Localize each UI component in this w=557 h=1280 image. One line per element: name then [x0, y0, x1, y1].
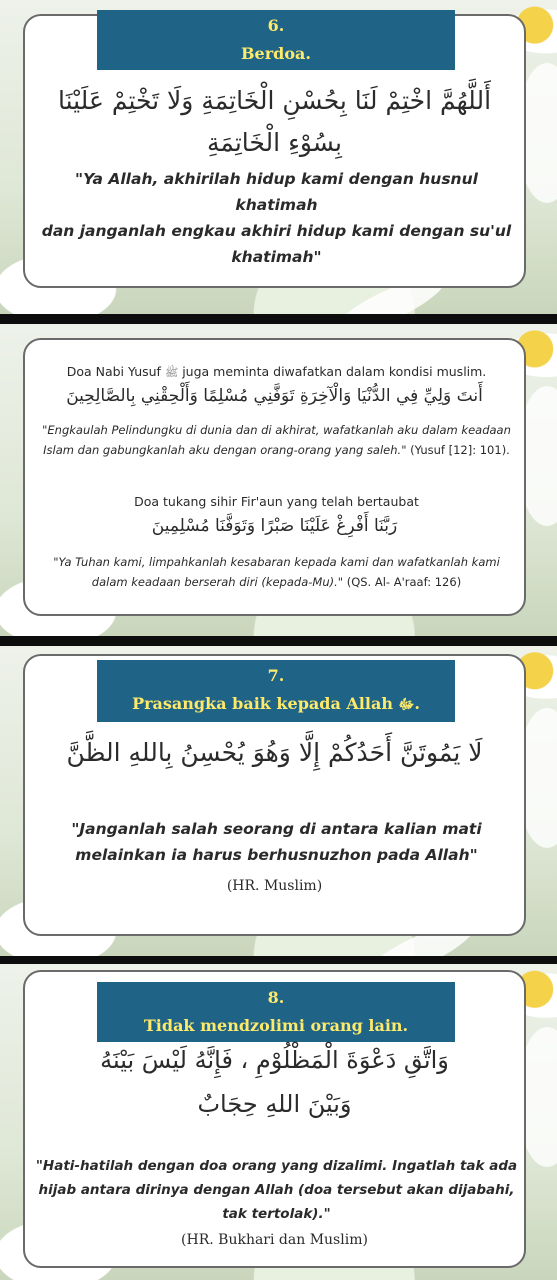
section-6-arabic-line2: بِسُوْءِ الْخَاتِمَةِ — [206, 128, 342, 157]
section-8-arabic-line2: وَبَيْنَ اللهِ حِجَابٌ — [197, 1090, 352, 1118]
section-6-translation-line1: "Ya Allah, akhirilah hidup kami dengan husnul khatimah — [75, 170, 478, 214]
section-7-source: (HR. Muslim) — [226, 878, 323, 894]
section-6-number: 6. — [267, 16, 285, 35]
card-section-8 — [23, 970, 526, 1268]
section-8-number: 8. — [267, 988, 285, 1007]
alaihissalam-symbol: ﷺ — [164, 366, 179, 379]
section-7-title-row — [97, 690, 455, 719]
sihir-translation — [33, 552, 520, 592]
section-6-translation — [35, 166, 518, 270]
section-7-arabic: لَا يَمُوتَنَّ أَحَدُكُمْ إِلَّا وَهُوَ يُحْسِنُ بِاللهِ الظَّنَّ — [66, 738, 483, 767]
card-section-6 — [23, 14, 526, 288]
section-8-translation — [35, 1154, 518, 1226]
slide-section-6 — [0, 0, 557, 314]
slide-additional-prayers — [0, 324, 557, 636]
card-section-7 — [23, 654, 526, 936]
yusuf-translation-line1: "Engkaulah Pelindungku di dunia dan di akhirat, wafatkanlah aku dalam keadaan — [42, 423, 511, 437]
section-6-translation-line3: khatimah" — [231, 248, 322, 266]
section-8-title: Tidak mendzolimi orang lain. — [143, 1016, 409, 1035]
section-7-translation-line1: "Janganlah salah seorang di antara kalian mati — [71, 820, 482, 838]
section-7-translation-line2: melainkan ia harus berhusnuzhon pada Allah" — [75, 846, 478, 864]
yusuf-intro — [33, 362, 520, 383]
slide-section-7 — [0, 646, 557, 956]
section-7-title: Prasangka baik kepada Allah — [132, 694, 399, 713]
section-6-translation-line2: dan janganlah engkau akhiri hidup kami dengan su'ul — [41, 222, 512, 240]
section-7-number: 7. — [267, 666, 285, 685]
sihir-intro: Doa tukang sihir Fir'aun yang telah bertaubat — [134, 494, 419, 509]
sihir-translation-line2: dalam keadaan berserah diri (kepada-Mu)." — [91, 575, 344, 589]
section-6-header — [97, 10, 455, 70]
yusuf-intro-a: Doa Nabi Yusuf — [66, 364, 165, 379]
yusuf-translation-line2: Islam dan gabungkanlah aku dengan orang-orang yang saleh." — [43, 443, 407, 457]
yusuf-translation — [33, 420, 520, 460]
sihir-reference: (QS. Al- A'raaf: 126) — [343, 575, 462, 589]
section-8-header — [97, 982, 455, 1042]
card-additional-prayers — [23, 338, 526, 616]
section-8-translation-line3: tak tertolak)." — [222, 1206, 331, 1222]
slide-separator — [0, 314, 557, 324]
slide-section-8 — [0, 964, 557, 1280]
sihir-arabic: رَبَّنَا أَفْرِغْ عَلَيْنَا صَبْرًا وَتَوَفَّنَا مُسْلِمِينَ — [151, 516, 398, 536]
section-6-title: Berdoa. — [241, 44, 311, 63]
yusuf-intro-b: juga meminta diwafatkan dalam kondisi muslim. — [178, 364, 487, 379]
yusuf-reference: (Yusuf [12]: 101). — [406, 443, 510, 457]
section-7-header — [97, 660, 455, 722]
section-8-arabic-line1: وَاتَّقِ دَعْوَةَ الْمَظْلُوْمِ ، فَإِنَّهُ لَيْسَ بَيْنَهُ — [100, 1046, 449, 1074]
jalla-jalaluhu-symbol: ﷻ — [398, 697, 415, 713]
slide-separator — [0, 636, 557, 646]
section-8-translation-line2: hijab antara dirinya dengan Allah (doa tersebut akan dijabahi, — [38, 1182, 515, 1198]
section-7-translation — [35, 816, 518, 868]
yusuf-arabic: أَنتَ وَلِيِّ فِي الدُّنْيَا وَالْآخِرَةِ تَوَفَّنِي مُسْلِمًا وَأَلْحِقْنِي بِالصَّالِحِينَ — [66, 386, 483, 406]
slide-separator — [0, 956, 557, 964]
sihir-translation-line1: "Ya Tuhan kami, limpahkanlah kesabaran kepada kami dan wafatkanlah kami — [53, 555, 500, 569]
section-8-source: (HR. Bukhari dan Muslim) — [181, 1232, 368, 1248]
section-8-translation-line1: "Hati-hatilah dengan doa orang yang dizalimi. Ingatlah tak ada — [35, 1158, 518, 1174]
section-6-arabic-line1: أَللَّهُمَّ اخْتِمْ لَنَا بِحُسْنِ الْخَاتِمَةِ وَلَا تَخْتِمْ عَلَيْنَا — [57, 86, 492, 115]
section-7-title-end: . — [414, 694, 420, 713]
